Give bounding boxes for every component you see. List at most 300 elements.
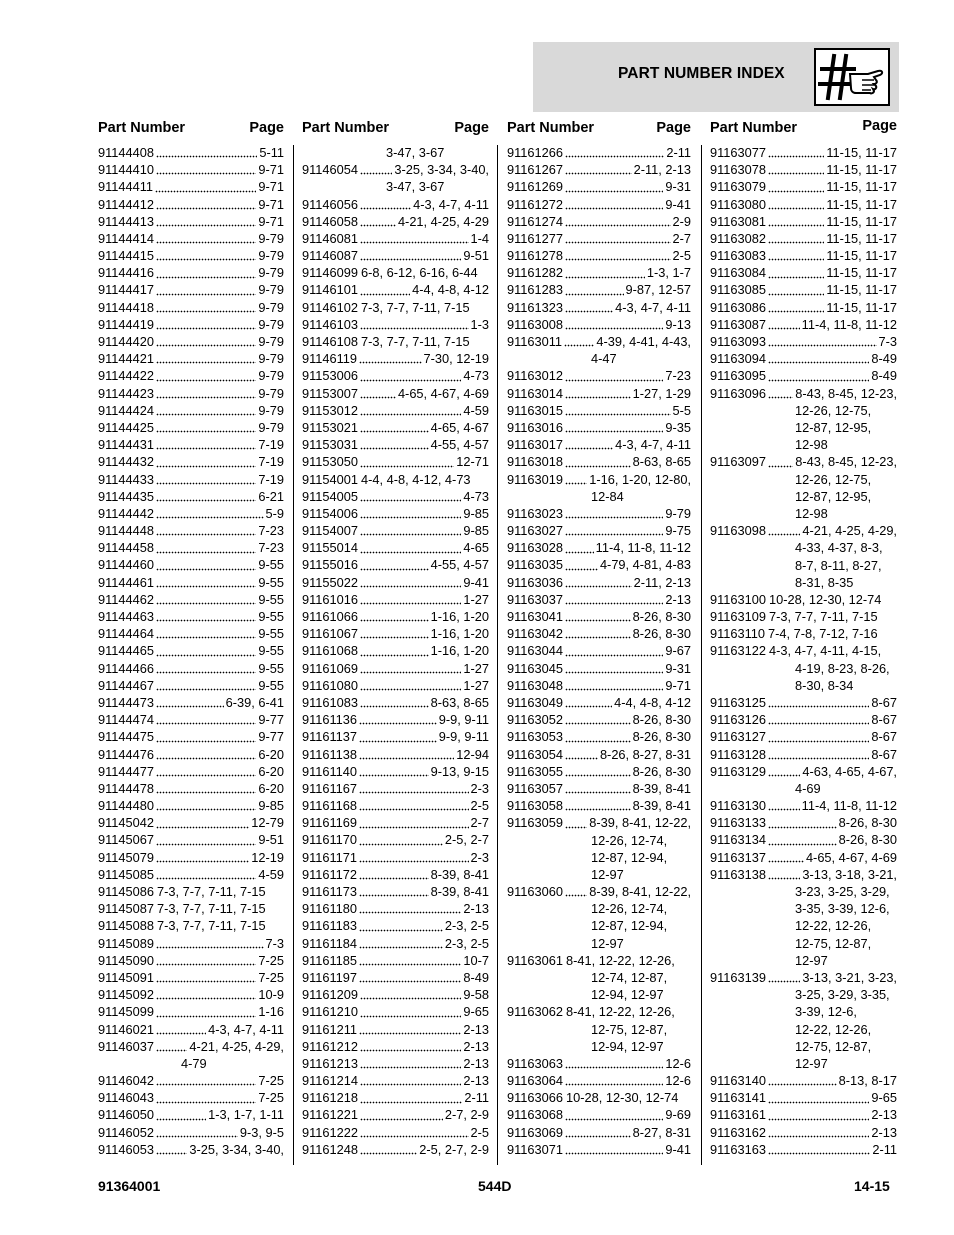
index-entry xyxy=(710,728,897,745)
index-entry xyxy=(507,539,691,556)
part-number: 91146037 xyxy=(98,1038,154,1054)
part-number: 91144414 xyxy=(98,230,154,246)
index-entry xyxy=(710,144,897,161)
page-refs: 4-3, 4-7, 4-11 xyxy=(413,196,489,212)
index-entry xyxy=(98,505,284,522)
dot-leader xyxy=(359,826,468,829)
part-number: 91161169 xyxy=(302,815,358,831)
index-entry xyxy=(302,471,489,488)
page-refs: 2-9 xyxy=(672,213,691,229)
dot-leader xyxy=(156,1118,206,1121)
continued-page-refs: 12-87, 12-94, xyxy=(591,918,668,934)
header-banner xyxy=(533,42,899,112)
dot-leader xyxy=(565,1152,663,1155)
part-number: 91144408 xyxy=(98,144,154,160)
index-entry xyxy=(302,986,489,1003)
dot-leader xyxy=(360,1101,462,1104)
dot-leader xyxy=(156,722,256,725)
index-entry xyxy=(302,625,489,642)
page-refs: 7-23 xyxy=(665,368,691,384)
part-number: 91163035 xyxy=(507,557,563,573)
dot-leader xyxy=(565,276,645,279)
dot-leader xyxy=(768,1152,870,1155)
dot-leader xyxy=(360,447,429,450)
dot-leader xyxy=(156,155,257,158)
continued-page-refs: 12-87, 12-95, xyxy=(795,488,872,504)
index-column-3 xyxy=(507,120,691,1158)
page-refs: 11-15, 11-17 xyxy=(826,282,897,298)
index-entry xyxy=(507,436,691,453)
continued-page-refs: 12-75, 12-87, xyxy=(591,1021,668,1037)
column-divider xyxy=(701,145,702,1165)
index-entry xyxy=(507,402,691,419)
part-number: 91161272 xyxy=(507,196,563,212)
index-entry xyxy=(98,1021,284,1038)
page-refs: 11-15, 11-17 xyxy=(826,144,897,160)
part-number: 91161248 xyxy=(302,1141,358,1157)
page-refs: 12-79 xyxy=(251,815,284,831)
part-number: 91163078 xyxy=(710,162,766,178)
dot-leader xyxy=(768,740,869,743)
dot-leader xyxy=(768,241,824,244)
dot-leader xyxy=(565,465,631,468)
index-entry xyxy=(98,419,284,436)
continued-page-refs: 12-26, 12-74, xyxy=(591,832,668,848)
page-refs: 2-11 xyxy=(872,1141,897,1157)
page-refs: 8-39, 8-41 xyxy=(632,798,691,814)
dot-leader xyxy=(360,585,461,588)
page-refs: 8-26, 8-30 xyxy=(632,712,691,728)
index-entry xyxy=(302,797,489,814)
part-number: 91144410 xyxy=(98,162,154,178)
part-number-heading: Part Number xyxy=(507,120,595,136)
page-refs: 4-65 xyxy=(463,540,489,556)
index-entry xyxy=(98,333,284,350)
part-number: 91161016 xyxy=(302,591,358,607)
dot-leader xyxy=(768,1101,869,1104)
part-number: 91163064 xyxy=(507,1073,563,1089)
dot-leader xyxy=(565,224,671,227)
part-number: 91144462 xyxy=(98,591,154,607)
dot-leader xyxy=(359,740,437,743)
page-refs: 9-13, 9-15 xyxy=(430,763,489,779)
index-entry xyxy=(507,728,691,745)
dot-leader xyxy=(360,430,429,433)
index-entry xyxy=(507,746,691,763)
dot-leader xyxy=(156,310,256,313)
part-number: 91161323 xyxy=(507,299,563,315)
part-number: 91163054 xyxy=(507,746,563,762)
page-refs: 4-4, 4-8, 4-12, 4-73 xyxy=(361,471,471,487)
index-entry xyxy=(507,264,691,281)
dot-leader xyxy=(768,533,800,536)
dot-leader xyxy=(565,568,598,571)
part-number: 91163066 xyxy=(507,1090,563,1106)
index-entry xyxy=(98,453,284,470)
page-refs: 8-63, 8-65 xyxy=(430,694,489,710)
index-entry xyxy=(507,196,691,213)
continued-page-refs: 3-39, 12-6, xyxy=(795,1004,857,1020)
part-number: 91163011 xyxy=(507,334,563,350)
page-refs: 9-55 xyxy=(258,591,284,607)
dot-leader xyxy=(360,396,396,399)
dot-leader xyxy=(156,619,256,622)
page-refs: 9-71 xyxy=(258,162,284,178)
dot-leader xyxy=(156,826,249,829)
dot-leader xyxy=(156,207,256,210)
part-number: 91163068 xyxy=(507,1107,563,1123)
index-entry xyxy=(98,694,284,711)
dot-leader xyxy=(565,396,631,399)
page-refs: 8-26, 8-30 xyxy=(632,626,691,642)
page-refs: 1-27 xyxy=(463,660,489,676)
continued-page-refs: 4-47 xyxy=(591,351,617,367)
part-number: 91144431 xyxy=(98,437,154,453)
dot-leader xyxy=(156,602,256,605)
dot-leader xyxy=(565,757,598,760)
page-refs: 9-77 xyxy=(258,729,284,745)
continued-page-refs: 12-26, 12-75, xyxy=(795,402,872,418)
part-number: 91146054 xyxy=(302,162,358,178)
index-entry xyxy=(710,832,897,849)
index-entry xyxy=(302,350,489,367)
part-number: 91163014 xyxy=(507,385,563,401)
dot-leader xyxy=(565,1135,631,1138)
page-refs: 1-27 xyxy=(463,591,489,607)
part-number: 91144433 xyxy=(98,471,154,487)
page-refs: 8-13, 8-17 xyxy=(838,1073,897,1089)
dot-leader xyxy=(156,636,256,639)
dot-leader xyxy=(156,705,224,708)
page-refs: 7-19 xyxy=(258,437,284,453)
dot-leader xyxy=(768,276,824,279)
page-refs: 9-71 xyxy=(665,677,691,693)
part-number: 91163069 xyxy=(507,1124,563,1140)
page-refs: 9-41 xyxy=(463,574,489,590)
part-number: 91144461 xyxy=(98,574,154,590)
index-entry xyxy=(302,1072,489,1089)
index-entry xyxy=(302,1038,489,1055)
part-number: 91163094 xyxy=(710,351,766,367)
dot-leader xyxy=(360,327,469,330)
dot-leader xyxy=(156,447,256,450)
dot-leader xyxy=(359,1032,461,1035)
dot-leader xyxy=(360,241,469,244)
continued-page-refs: 12-26, 12-74, xyxy=(591,901,668,917)
dot-leader xyxy=(768,860,804,863)
page-refs: 7-25 xyxy=(258,969,284,985)
part-number: 91163044 xyxy=(507,643,563,659)
part-number: 91154006 xyxy=(302,505,358,521)
part-number: 91161137 xyxy=(302,729,358,745)
index-entry xyxy=(302,557,489,574)
page-refs: 9-41 xyxy=(665,1141,691,1157)
index-entry xyxy=(302,780,489,797)
dot-leader xyxy=(360,533,461,536)
dot-leader xyxy=(360,1083,461,1086)
index-entry xyxy=(302,574,489,591)
page-refs: 5-11 xyxy=(259,144,284,160)
index-entry xyxy=(710,1072,897,1089)
index-entry xyxy=(710,849,897,866)
page-refs: 2-11, 2-13 xyxy=(633,574,691,590)
part-number: 91163008 xyxy=(507,316,563,332)
dot-leader xyxy=(156,1101,256,1104)
part-number: 91146087 xyxy=(302,248,358,264)
index-entry xyxy=(302,213,489,230)
dot-leader xyxy=(360,293,410,296)
part-number: 91163141 xyxy=(710,1090,766,1106)
part-number: 91153021 xyxy=(302,419,358,435)
dot-leader xyxy=(156,774,256,777)
page-refs: 9-79 xyxy=(665,505,691,521)
page-refs: 7-19 xyxy=(258,454,284,470)
index-entry xyxy=(507,591,691,608)
part-number: 91161168 xyxy=(302,798,358,814)
page-refs: 9-79 xyxy=(258,334,284,350)
dot-leader xyxy=(565,379,663,382)
dot-leader xyxy=(565,533,663,536)
index-entry xyxy=(507,797,691,814)
continued-page-refs: 12-87, 12-95, xyxy=(795,420,872,435)
dot-leader xyxy=(156,963,256,966)
index-entry xyxy=(507,247,691,264)
dot-leader xyxy=(565,516,663,519)
continued-page-refs: 12-97 xyxy=(591,866,624,882)
dot-leader xyxy=(565,791,631,794)
page-refs: 11-15, 11-17 xyxy=(826,248,897,264)
part-number: 91161066 xyxy=(302,609,358,625)
index-entry xyxy=(98,1072,284,1089)
page-refs: 7-23 xyxy=(258,540,284,556)
continued-page-refs: 12-87, 12-94, xyxy=(591,849,668,865)
dot-leader xyxy=(360,568,429,571)
part-number: 91146053 xyxy=(98,1141,154,1157)
page-refs: 8-26, 8-30 xyxy=(632,609,691,625)
index-entry xyxy=(710,247,897,264)
index-entry xyxy=(98,247,284,264)
part-number: 91163084 xyxy=(710,265,766,281)
page-refs: 4-4, 4-8, 4-12 xyxy=(614,694,691,710)
part-number: 91163086 xyxy=(710,299,766,315)
part-number: 91144435 xyxy=(98,488,154,504)
index-entry xyxy=(507,385,691,402)
page-refs: 7-3, 7-7, 7-11, 7-15 xyxy=(157,901,266,917)
dot-leader xyxy=(768,293,824,296)
index-entry xyxy=(710,1124,897,1141)
index-entry xyxy=(98,436,284,453)
part-number: 91163081 xyxy=(710,213,766,229)
part-number: 91145042 xyxy=(98,815,154,831)
page-refs: 1-16, 1-20, 12-80, xyxy=(589,471,691,487)
page-refs: 7-3, 7-7, 7-11, 7-15 xyxy=(361,334,470,350)
index-entry xyxy=(98,1107,284,1124)
page-refs: 9-13 xyxy=(665,316,691,332)
part-number: 91163061 xyxy=(507,952,563,968)
part-number: 91154007 xyxy=(302,523,358,539)
page-refs: 2-13 xyxy=(665,591,691,607)
part-number: 91144463 xyxy=(98,609,154,625)
index-entry xyxy=(98,763,284,780)
page-refs: 1-3, 1-7 xyxy=(646,265,691,281)
part-number: 91163023 xyxy=(507,505,563,521)
part-number: 91144424 xyxy=(98,402,154,418)
dot-leader xyxy=(360,413,461,416)
index-entry xyxy=(507,763,691,780)
dot-leader xyxy=(768,361,869,364)
dot-leader xyxy=(360,1152,417,1155)
part-number: 91153012 xyxy=(302,402,358,418)
part-number: 91144420 xyxy=(98,334,154,350)
part-number: 91161170 xyxy=(302,832,358,848)
dot-leader xyxy=(156,1015,256,1018)
dot-leader xyxy=(359,929,443,932)
page-refs: 7-3 xyxy=(878,334,897,350)
page-refs: 4-73 xyxy=(463,368,489,384)
page-refs: 4-3, 4-7, 4-11 xyxy=(615,299,691,315)
page-refs: 9-65 xyxy=(463,1004,489,1020)
index-entry xyxy=(710,196,897,213)
page-refs: 2-13 xyxy=(871,1124,897,1140)
dot-leader xyxy=(359,946,443,949)
index-entry xyxy=(710,178,897,195)
part-number: 91145088 xyxy=(98,918,154,934)
part-number: 91161138 xyxy=(302,746,358,762)
page-refs: 9-85 xyxy=(463,505,489,521)
part-number: 91163095 xyxy=(710,368,766,384)
index-entry xyxy=(302,849,489,866)
part-number: 91146042 xyxy=(98,1073,154,1089)
index-entry xyxy=(507,1141,691,1158)
page-refs: 9-79 xyxy=(258,248,284,264)
continued-page-refs: 12-22, 12-26, xyxy=(795,1021,872,1037)
index-entry xyxy=(98,574,284,591)
part-number: 91161221 xyxy=(302,1107,358,1123)
index-entry xyxy=(98,402,284,419)
page-refs: 7-3, 7-7, 7-11, 7-15 xyxy=(769,609,878,625)
part-number: 91161209 xyxy=(302,987,358,1003)
page-refs: 1-4 xyxy=(470,230,489,246)
page-refs: 12-94 xyxy=(456,746,489,762)
part-number: 91163110 xyxy=(710,626,766,642)
part-number: 91163085 xyxy=(710,282,766,298)
dot-leader xyxy=(156,1049,187,1052)
dot-leader xyxy=(156,1135,238,1138)
dot-leader xyxy=(360,516,461,519)
part-number: 91163137 xyxy=(710,849,766,865)
part-number: 91144475 xyxy=(98,729,154,745)
part-number: 91163036 xyxy=(507,574,563,590)
page-refs: 8-26, 8-30 xyxy=(632,763,691,779)
page-refs: 9-79 xyxy=(258,385,284,401)
index-entry xyxy=(710,694,897,711)
index-entry xyxy=(507,642,691,659)
page-refs: 2-13 xyxy=(463,1055,489,1071)
dot-leader xyxy=(565,1118,663,1121)
part-number: 91161278 xyxy=(507,248,563,264)
page-refs: 2-13 xyxy=(871,1107,897,1123)
continued-page-refs: 3-47, 3-67 xyxy=(386,145,445,160)
dot-leader xyxy=(359,808,468,811)
index-entry xyxy=(98,264,284,281)
dot-leader xyxy=(768,190,824,193)
page-refs: 4-4, 4-8, 4-12 xyxy=(412,282,489,298)
dot-leader xyxy=(156,276,256,279)
index-entry xyxy=(302,935,489,952)
page-refs: 11-4, 11-8, 11-12 xyxy=(595,540,691,556)
part-number: 91163129 xyxy=(710,763,766,779)
index-entry xyxy=(507,1107,691,1124)
part-number: 91145089 xyxy=(98,935,154,951)
index-entry xyxy=(507,282,691,299)
part-number: 91144442 xyxy=(98,505,154,521)
part-number: 91163163 xyxy=(710,1141,766,1157)
part-number: 91163126 xyxy=(710,712,766,728)
dot-leader xyxy=(768,379,869,382)
page-refs: 9-79 xyxy=(258,316,284,332)
index-entry xyxy=(98,935,284,952)
dot-leader xyxy=(768,396,793,399)
index-entry xyxy=(98,986,284,1003)
index-entry xyxy=(302,952,489,969)
column-divider xyxy=(293,145,294,1165)
index-entry xyxy=(302,1089,489,1106)
part-number: 91163127 xyxy=(710,729,766,745)
page-refs: 8-26, 8-30 xyxy=(838,832,897,848)
part-number: 91161214 xyxy=(302,1073,358,1089)
part-number: 91144417 xyxy=(98,282,154,298)
index-entry xyxy=(302,728,489,745)
index-entry xyxy=(507,883,691,900)
page-refs: 1-27, 1-29 xyxy=(632,385,691,401)
dot-leader xyxy=(156,482,256,485)
dot-leader xyxy=(156,671,256,674)
part-number: 91163048 xyxy=(507,677,563,693)
part-number: 91145091 xyxy=(98,969,154,985)
index-entry xyxy=(507,316,691,333)
part-number: 91161067 xyxy=(302,626,358,642)
part-number: 91163016 xyxy=(507,419,563,435)
dot-leader xyxy=(360,997,461,1000)
page-refs: 8-67 xyxy=(871,746,897,762)
part-number: 91146119 xyxy=(302,351,358,367)
page-refs: 9-35 xyxy=(665,419,691,435)
part-number: 91144473 xyxy=(98,694,154,710)
part-number: 91161277 xyxy=(507,230,563,246)
index-entry xyxy=(98,299,284,316)
index-entry xyxy=(507,419,691,436)
dot-leader xyxy=(360,1118,443,1121)
continued-page-refs: 12-98 xyxy=(795,505,828,521)
dot-leader xyxy=(565,894,587,897)
index-entry xyxy=(507,471,691,488)
part-number: 91163041 xyxy=(507,609,563,625)
index-entry xyxy=(710,814,897,831)
dot-leader xyxy=(565,585,632,588)
index-entry xyxy=(302,316,489,333)
part-number: 91146081 xyxy=(302,230,358,246)
part-number: 91146099 xyxy=(302,265,358,281)
dot-leader xyxy=(565,551,594,554)
index-column-1 xyxy=(98,120,284,1158)
dot-leader xyxy=(156,430,256,433)
continued-page-refs: 4-33, 4-37, 8-3, xyxy=(795,540,883,556)
dot-leader xyxy=(156,997,256,1000)
part-number: 91161274 xyxy=(507,213,563,229)
column-header xyxy=(98,120,284,144)
index-rows xyxy=(710,144,897,1158)
page-refs: 8-63, 8-65 xyxy=(632,454,691,470)
